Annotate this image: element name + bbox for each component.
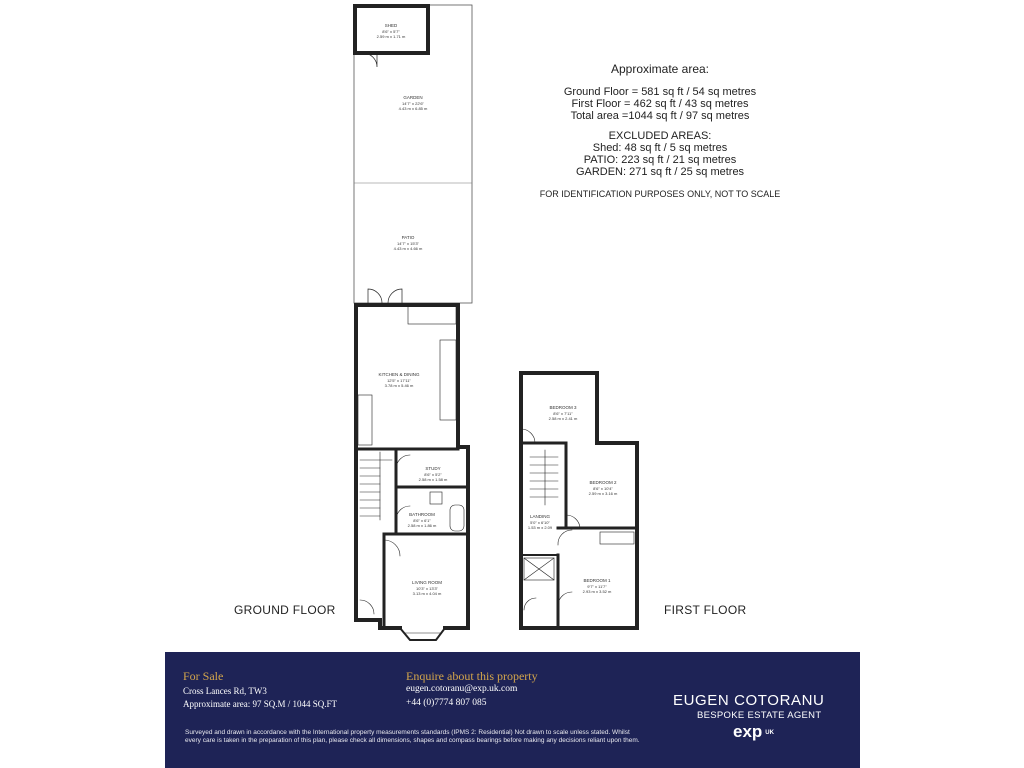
dims-kitchen-imp: 12'5" x 17'11" <box>387 378 411 383</box>
dims-bedroom2-imp: 8'6" x 10'4" <box>593 486 613 491</box>
exp-logo <box>733 722 774 742</box>
dims-study-met: 2.58 m x 1.58 m <box>418 477 448 482</box>
dims-bedroom1-met: 2.93 m x 3.52 m <box>582 589 612 594</box>
dims-garden-met: 4.43 m x 6.85 m <box>398 106 428 111</box>
dims-bathroom-met: 2.58 m x 1.86 m <box>407 523 437 528</box>
label-bathroom: BATHROOM <box>409 512 435 517</box>
label-patio: PATIO <box>401 235 415 240</box>
for-sale-label: For Sale <box>183 669 224 683</box>
contact-email[interactable]: eugen.cotoranu@exp.uk.com <box>406 684 518 694</box>
label-study: STUDY <box>425 466 441 471</box>
footer-banner <box>165 652 860 768</box>
dims-bathroom-imp: 8'6" x 6'1" <box>413 518 431 523</box>
dims-shed-met: 2.59 m x 1.71 m <box>376 34 406 39</box>
label-garden: GARDEN <box>403 95 423 100</box>
dims-living-imp: 10'3" x 13'3" <box>416 586 438 591</box>
exp-logo-region: UK <box>765 729 774 736</box>
dims-patio-met: 4.43 m x 4.66 m <box>393 246 423 251</box>
dims-bedroom2-met: 2.59 m x 3.16 m <box>588 491 618 496</box>
label-bedroom1: BEDROOM 1 <box>583 578 611 583</box>
exp-logo-text: exp <box>733 722 763 741</box>
dims-bedroom3-met: 2.58 m x 2.41 m <box>548 416 578 421</box>
enquire-label: Enquire about this property <box>406 669 538 683</box>
dims-living-met: 3.13 m x 4.04 m <box>412 591 442 596</box>
label-landing: LANDING <box>529 514 551 519</box>
address: Cross Lances Rd, TW3 <box>183 686 267 696</box>
label-living: LIVING ROOM <box>411 580 443 585</box>
label-bedroom2: BEDROOM 2 <box>589 480 617 485</box>
label-shed: SHED <box>384 23 398 28</box>
garden-patio-outline <box>354 5 472 303</box>
first-floor-label: FIRST FLOOR <box>664 603 747 617</box>
disclaimer: FOR IDENTIFICATION PURPOSES ONLY, NOT TO SCALE <box>539 189 781 199</box>
excluded-title: EXCLUDED AREAS: <box>608 130 712 142</box>
dims-kitchen-met: 3.78 m x 5.46 m <box>384 383 414 388</box>
excluded-patio: PATIO: 223 sq ft / 21 sq metres <box>583 154 737 166</box>
dims-shed-imp: 8'6" x 5'7" <box>382 29 400 34</box>
brand-name: EUGEN COTORANU <box>673 692 825 709</box>
brand-tagline: BESPOKE ESTATE AGENT <box>697 710 822 721</box>
area-summary <box>480 62 840 200</box>
label-bedroom3: BEDROOM 3 <box>549 405 577 410</box>
dims-bedroom1-imp: 9'7" x 11'7" <box>587 584 607 589</box>
excluded-shed: Shed: 48 sq ft / 5 sq metres <box>592 142 728 154</box>
dims-bedroom3-imp: 8'6" x 7'11" <box>553 411 573 416</box>
contact-phone[interactable]: +44 (0)7774 807 085 <box>406 698 487 708</box>
dims-patio-imp: 14'7" x 15'3" <box>397 241 419 246</box>
bay-window <box>400 628 445 640</box>
label-kitchen: KITCHEN & DINING <box>378 372 420 377</box>
area-ground: Ground Floor = 581 sq ft / 54 sq metres <box>563 86 757 98</box>
area-title: Approximate area: <box>610 62 710 76</box>
excluded-garden: GARDEN: 271 sq ft / 25 sq metres <box>575 166 745 178</box>
dims-study-imp: 8'6" x 5'2" <box>424 472 442 477</box>
dims-landing-met: 1.53 m x 2.09 <box>527 525 553 530</box>
legal-disclaimer: Surveyed and drawn in accordance with the International property measurements standards (IPMS 2: Residential) Not drawn to scale unless stated. Whilst every care is taken in the preparation of this plan, please check all dimensions, shapes and compass bearings before making any decisions reliant upon them. <box>185 729 640 744</box>
dims-garden-imp: 14'7" x 22'6" <box>402 101 424 106</box>
area-total: Total area =1044 sq ft / 97 sq metres <box>570 110 750 122</box>
approx-area: Approximate area: 97 SQ.M / 1044 SQ.FT <box>183 699 337 709</box>
dims-landing-imp: 5'0" x 6'10" <box>530 520 550 525</box>
ground-floor-label: GROUND FLOOR <box>234 603 336 617</box>
first-floor-walls <box>521 373 637 628</box>
area-first: First Floor = 462 sq ft / 43 sq metres <box>571 98 749 110</box>
